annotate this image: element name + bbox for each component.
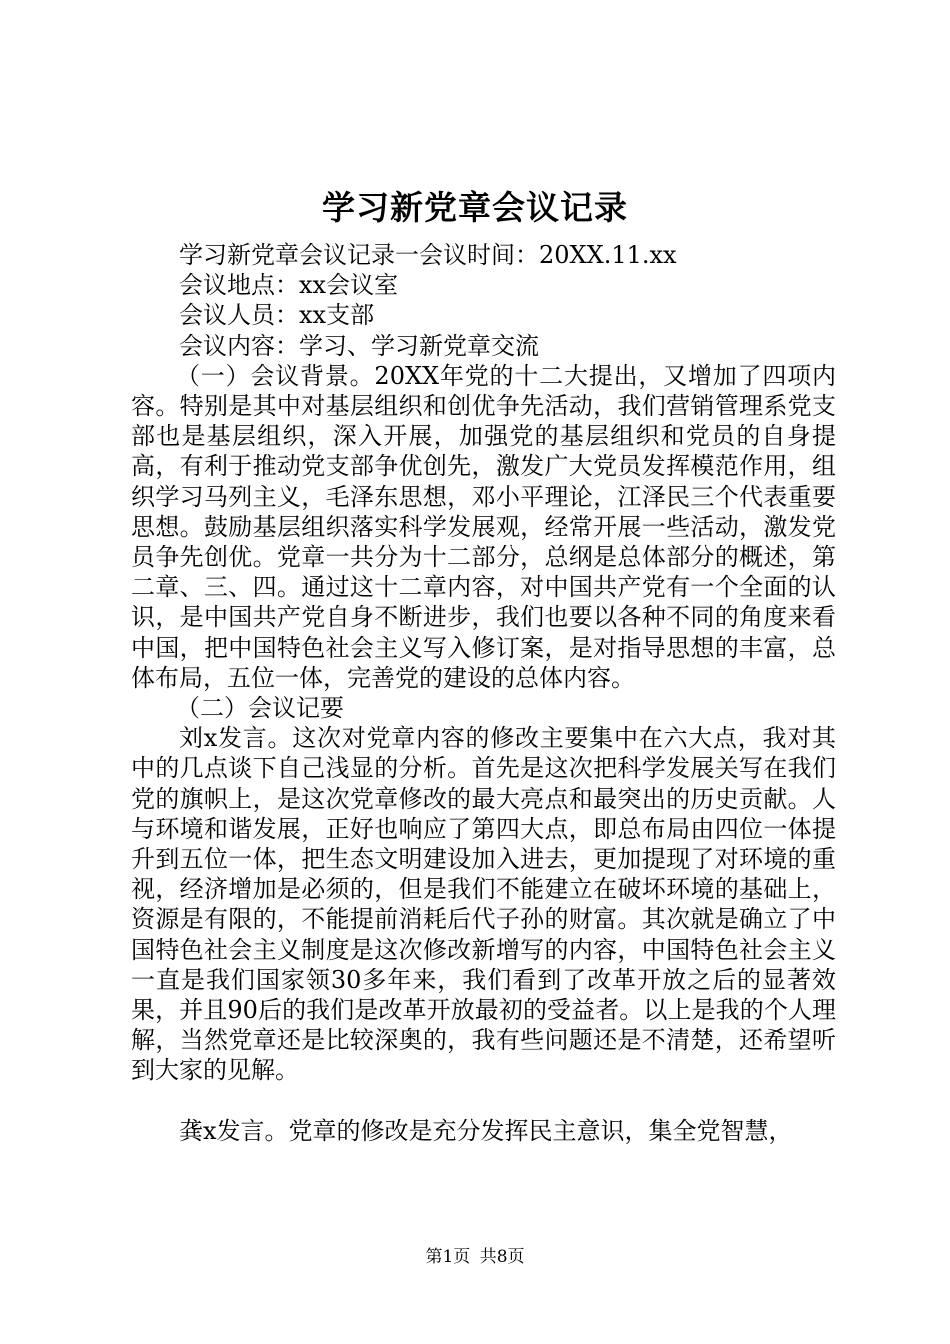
meeting-location-paragraph: 会议地点：xx会议室 xyxy=(179,271,399,300)
meeting-attendees-paragraph: 会议人员：xx支部 xyxy=(179,301,375,330)
meeting-content-paragraph: 会议内容：学习、学习新党章交流 xyxy=(179,331,539,360)
document-title: 学习新党章会议记录 xyxy=(322,188,628,227)
speech-gong-paragraph: 龚x发言。党章的修改是充分发挥民主意识，集全党智慧， xyxy=(179,1116,793,1145)
document-body xyxy=(131,240,836,1146)
page-footer: 第1页 共8页 xyxy=(425,1247,525,1267)
meeting-background-paragraph: （一）会议背景。20XX年党的十二大提出，又增加了四项内容。特别是其中对基层组织和创优争先活动，我们营销管理系党支部也是基层组织，深入开展，加强党的基层组织和党员的自身提高，有利于推动党支部争优创先，激发广大党员发挥模范作用，组织学习马列主义，毛泽东思想，邓小平理论，江泽民三个代表重要思想。鼓励基层组织落实科学发展观，经常开展一些活动，激发党员争先创优。党章一共分为十二部分，总纲是总体部分的概述，第二章、三、四。通过这十二章内容，对中国共产党有一个全面的认识，是中国共产党自身不断进步，我们也要以各种不同的角度来看中国，把中国特色社会主义写入修订案，是对指导思想的丰富，总体布局，五位一体，完善党的建设的总体内容。 xyxy=(131,361,836,692)
meeting-time-paragraph: 学习新党章会议记录一会议时间：20XX.11.xx xyxy=(179,241,677,269)
speech-liu-paragraph: 刘x发言。这次对党章内容的修改主要集中在六大点，我对其中的几点谈下自己浅显的分析。首先是这次把科学发展关写在我们党的旗帜上，是这次党章修改的最大亮点和最突出的历史贡献。人与环境和谐发展，正好也响应了第四大点，即总布局由四位一体提升到五位一体，把生态文明建设加入进去，更加提现了对环境的重视，经济增加是必须的，但是我们不能建立在破坏环境的基础上，资源是有限的，不能提前消耗后代子孙的财富。其次就是确立了中国特色社会主义制度是这次修改新增写的内容，中国特色社会主义一直是我们国家领30多年来，我们看到了改革开放之后的显著效果，并且90后的我们是改革开放最初的受益者。以上是我的个人理解，当然党章还是比较深奥的，我有些问题还是不清楚，还希望听到大家的见解。 xyxy=(131,724,836,1085)
meeting-minutes-heading: （二）会议记要 xyxy=(176,694,344,723)
paragraph-gap xyxy=(131,1086,836,1116)
